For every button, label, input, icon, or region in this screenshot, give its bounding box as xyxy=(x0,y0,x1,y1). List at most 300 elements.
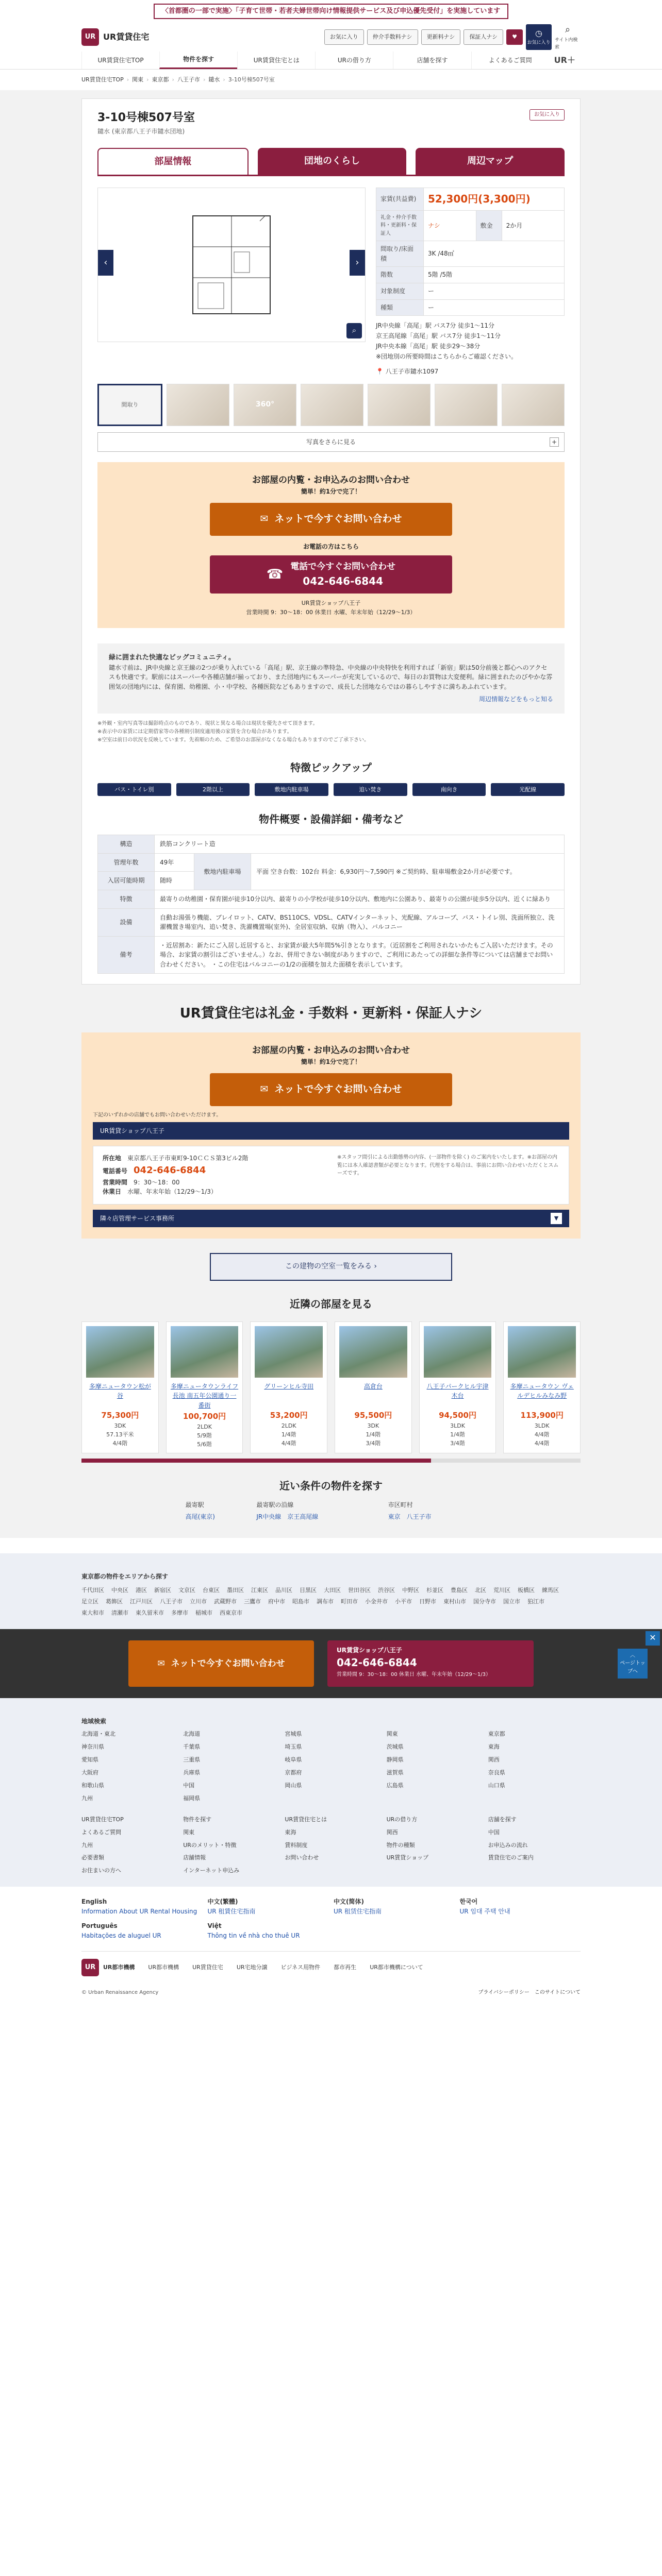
spec-key: 種類 xyxy=(376,299,424,316)
pickup-badge: 追い焚き xyxy=(334,783,407,796)
room-name[interactable]: 多摩ニュータウンライフ長池 南五年公園通り一番街 xyxy=(170,1382,239,1410)
hours-value: 9：30～18：00 xyxy=(134,1178,180,1186)
pickup-badge: 敷地内駐車場 xyxy=(255,783,328,796)
details-table xyxy=(97,835,565,974)
footer-area-link[interactable]: 宮城県 xyxy=(285,1731,302,1738)
shop-info xyxy=(93,1146,569,1205)
zoom-button[interactable] xyxy=(346,323,362,338)
nav-shops[interactable]: 店舗を探す xyxy=(393,52,471,69)
nearby-col: 最寄駅の沿線 xyxy=(256,1501,294,1509)
room-line: 3DK xyxy=(114,1422,126,1430)
lang-link[interactable]: Information About UR Rental Housing xyxy=(81,1907,197,1915)
detail-value: ・近居割あ：新たにご入居し近居すると、お家賃が最大5年間5%引きとなります。（近居割をご利用されないかたもご入居いただけます。その場合、お家賃の割引はございません。）なお、併用できない制度がありますので、ご利用にあたっての詳細な条件等については店舗までお問い合わせください。 ・この住宅はバルコニーの1/2の面積を加えた面積を表示しています。 xyxy=(155,936,565,974)
access-item: JR中央本線「高尾」駅 徒歩29～38分 xyxy=(376,342,481,350)
area-link[interactable]: 墨田区 xyxy=(227,1586,244,1594)
inquiry2-sub: 簡単！約1分で完了！ xyxy=(301,1058,361,1066)
footer-link[interactable]: UR賃貸住宅とは xyxy=(285,1816,327,1823)
area-link[interactable]: 東大和市 xyxy=(81,1609,104,1616)
inquiry2-heading: お部屋の内覧・お申込みのお問い合わせ xyxy=(252,1045,410,1056)
shop-hours: 営業時間 9：30～18：00 休業日 水曜、年末年始（12/29～1/3） xyxy=(246,608,416,616)
footer-link[interactable]: 物件の種類 xyxy=(386,1841,415,1849)
room-line: 1/4階 xyxy=(366,1431,381,1438)
plus-icon: + xyxy=(550,437,559,447)
crumb-top[interactable]: UR賃貸住宅TOP xyxy=(81,76,124,83)
footer-area-link[interactable]: 関西 xyxy=(488,1756,500,1764)
footer-area-link[interactable]: 千葉県 xyxy=(183,1743,201,1751)
logo-mark: UR xyxy=(81,28,99,46)
footer-area-link[interactable]: 埼玉県 xyxy=(285,1743,302,1751)
area-link[interactable]: 日野市 xyxy=(419,1598,436,1605)
net-inquiry-button[interactable] xyxy=(210,503,452,536)
room-photo xyxy=(424,1326,492,1378)
thumbnail[interactable] xyxy=(167,384,229,426)
close-icon[interactable]: ✕ xyxy=(646,1631,660,1646)
note: ※空室は前日の状況を反映しています。先着順のため、ご希望のお部屋がなくなる場合もありますのでご了承下さい。 xyxy=(97,737,370,743)
footer-area-link[interactable]: 東京都 xyxy=(488,1731,505,1738)
footer-area-link[interactable]: 大阪府 xyxy=(81,1769,98,1776)
footer-area-heading: 地域検索 xyxy=(81,1717,107,1725)
nearby-rooms xyxy=(81,1321,581,1453)
area-link[interactable]: 多摩市 xyxy=(171,1609,188,1616)
pickup-badge: 2階以上 xyxy=(176,783,250,796)
room-line: 4/4階 xyxy=(112,1440,128,1447)
footer-link[interactable]: 賃貸住宅のご案内 xyxy=(488,1854,534,1861)
tab-map[interactable]: 周辺マップ xyxy=(416,148,565,175)
area-link[interactable]: 西東京市 xyxy=(220,1609,242,1616)
footer xyxy=(0,1698,662,1887)
thumbnail[interactable] xyxy=(502,384,565,426)
footer-area-list xyxy=(81,1729,581,1804)
footer-area-link[interactable]: 茨城県 xyxy=(386,1743,404,1751)
room-price: 95,500円 xyxy=(354,1410,392,1420)
group-link[interactable]: UR都市機構 xyxy=(148,1964,179,1971)
fav-label: お気に入り xyxy=(527,40,551,46)
spec-key: 家賃(共益費) xyxy=(376,188,424,210)
fav-link[interactable]: お気に入り xyxy=(324,29,364,45)
more-photos-label: 写真をさらに見る xyxy=(306,438,356,446)
brand-name: UR賃貸住宅 xyxy=(103,31,150,42)
lang-name: Việt xyxy=(207,1922,222,1930)
detail-key: 特徴 xyxy=(98,890,155,908)
room-card[interactable] xyxy=(166,1321,243,1453)
copyright-row xyxy=(81,1984,581,2010)
nav-howto[interactable]: URの借り方 xyxy=(315,52,393,69)
no-renewal-link[interactable]: 更新料ナシ xyxy=(421,29,461,45)
footer-area-link[interactable]: 岡山県 xyxy=(285,1782,302,1789)
lang-link[interactable]: UR 임대 주택 안내 xyxy=(459,1907,510,1915)
room-name[interactable]: 多摩ニュータウン ヴェルデヒルみなみ野 xyxy=(510,1382,574,1400)
nearby-heading: 近い条件の物件を探す xyxy=(279,1480,383,1493)
site-header xyxy=(0,23,662,70)
spec-key: 敷金 xyxy=(476,210,502,241)
lang-name: Português xyxy=(81,1922,118,1930)
footer-link[interactable]: 必要書類 xyxy=(81,1854,104,1861)
shop-bar-label: UR賃貸ショップ八王子 xyxy=(100,1127,164,1134)
main-area xyxy=(0,90,662,1538)
area-link[interactable]: 小平市 xyxy=(395,1598,412,1605)
nearby-search xyxy=(81,1478,581,1522)
nav-faq[interactable]: よくあるご質問 xyxy=(471,52,549,69)
fixed-net-button[interactable] xyxy=(128,1640,314,1687)
area-link[interactable]: 渋谷区 xyxy=(378,1586,395,1594)
footer-area-link[interactable]: 中国 xyxy=(183,1782,195,1789)
inquiry-box xyxy=(97,462,565,628)
spec-value: 3K /48㎡ xyxy=(424,241,565,267)
search-button[interactable] xyxy=(555,24,581,50)
room-line: 3/4階 xyxy=(366,1440,381,1447)
group-link[interactable]: UR都市機構について xyxy=(370,1964,423,1971)
pin-icon: 📍 xyxy=(376,368,384,376)
page-top-button[interactable] xyxy=(618,1649,648,1679)
feature-box xyxy=(97,643,565,714)
favorites-button[interactable] xyxy=(506,29,523,45)
room-name[interactable]: グリーンヒル寺田 xyxy=(264,1382,314,1390)
room-line: 3/4階 xyxy=(450,1440,465,1447)
footer-area-link[interactable]: 愛知県 xyxy=(81,1756,98,1764)
other-shop-bar[interactable] xyxy=(93,1210,569,1227)
vacancy-list-label: この建物の空室一覧をみる xyxy=(285,1262,372,1271)
ur-plus-link[interactable]: UR＋ xyxy=(554,55,575,65)
page-subtitle: 鑓水 (東京都八王子市鑓水団地) xyxy=(97,128,185,135)
footer-link[interactable]: 九州 xyxy=(81,1841,93,1849)
footer-link-list xyxy=(81,1815,581,1876)
footer-link[interactable]: 中国 xyxy=(488,1828,500,1836)
footer-link[interactable]: お住まいの方へ xyxy=(81,1867,121,1874)
no-fee-link[interactable]: 仲介手数料ナシ xyxy=(367,29,418,45)
footer-area-link[interactable]: 山口県 xyxy=(488,1782,505,1789)
addr-key: 所在地 xyxy=(103,1155,122,1162)
rooms-scrollbar[interactable] xyxy=(81,1459,581,1463)
footer-area-link[interactable]: 三重県 xyxy=(183,1756,201,1764)
area-link[interactable]: 清瀬市 xyxy=(111,1609,128,1616)
crumb-region[interactable]: 関東 xyxy=(132,76,144,83)
site-logo[interactable] xyxy=(81,28,149,46)
area-link[interactable]: 八王子市 xyxy=(160,1598,183,1605)
area-link[interactable]: 杉並区 xyxy=(426,1586,443,1594)
shop-note: 下記のいずれかの店舗でもお問い合わせいただけます。 xyxy=(93,1112,222,1118)
room-photo xyxy=(255,1326,323,1378)
room-card[interactable] xyxy=(503,1321,581,1453)
area-link[interactable]: 国分寺市 xyxy=(473,1598,496,1605)
footer-link[interactable]: UR賃貸ショップ xyxy=(386,1854,429,1861)
area-link[interactable]: 葛飾区 xyxy=(106,1598,123,1605)
footer-link[interactable]: 店舗を探す xyxy=(488,1816,517,1823)
access-note[interactable]: ※団地別の所要時間はこちらからご確認ください。 xyxy=(376,352,518,360)
area-link[interactable]: 新宿区 xyxy=(154,1586,171,1594)
fixed-inquiry-bar xyxy=(0,1629,662,1698)
spec-value: 2か月 xyxy=(502,210,564,241)
footer-link[interactable]: 関西 xyxy=(386,1828,398,1836)
rent-value: 52,300円(3,300円) xyxy=(428,192,531,205)
area-link[interactable]: 稲城市 xyxy=(195,1609,212,1616)
spec-key: 階数 xyxy=(376,267,424,283)
no-guarantor-link[interactable]: 保証人ナシ xyxy=(464,29,503,45)
room-price: 94,500円 xyxy=(439,1410,476,1420)
room-card[interactable] xyxy=(250,1321,327,1453)
phone-label: 電話で今すぐお問い合わせ xyxy=(290,561,396,572)
nav-search[interactable]: 物件を探す xyxy=(159,52,237,69)
area-link[interactable]: 足立区 xyxy=(81,1598,98,1605)
add-favorite-button[interactable]: お気に入り xyxy=(529,109,565,121)
area-link[interactable]: 練馬区 xyxy=(542,1586,559,1594)
note: ※外観・室内写真等は撮影時点のものであり、現状と異なる場合は現状を優先させて頂きます。 xyxy=(97,721,318,727)
area-link[interactable]: 荒川区 xyxy=(493,1586,510,1594)
privacy-link[interactable]: プライバシーポリシー xyxy=(478,1989,529,1995)
fixed-tel: 042-646-6844 xyxy=(337,1656,417,1669)
room-card[interactable] xyxy=(81,1321,159,1453)
copyright: © Urban Renaissance Agency xyxy=(81,1989,159,1995)
area-link[interactable]: 豊島区 xyxy=(451,1586,468,1594)
spec-key: 間取り/床面積 xyxy=(376,241,424,267)
heart-icon: ♥ xyxy=(512,33,517,41)
next-photo-button[interactable] xyxy=(350,250,365,276)
vacancy-list-button[interactable]: この建物の空室一覧をみる › xyxy=(210,1253,452,1281)
footer-link[interactable]: URのメリット・特徴 xyxy=(183,1841,237,1849)
area-link[interactable]: 狛江市 xyxy=(527,1598,544,1605)
address xyxy=(376,367,565,377)
area-link[interactable]: 町田市 xyxy=(341,1598,358,1605)
phone-heading: お電話の方はこちら xyxy=(303,543,359,550)
area-link[interactable]: 台東区 xyxy=(203,1586,220,1594)
net-inquiry-button-2[interactable] xyxy=(210,1073,452,1106)
room-line: 2LDK xyxy=(197,1423,212,1430)
crumb-danchi[interactable]: 鑓水 xyxy=(208,76,220,83)
mail-icon: ✉ xyxy=(260,1083,269,1095)
footer-area-link[interactable]: 広島県 xyxy=(386,1782,404,1789)
lang-link[interactable]: UR 租賃住宅指南 xyxy=(207,1907,256,1915)
footer-area-link[interactable]: 北海道・東北 xyxy=(81,1731,115,1738)
room-line: 3LDK xyxy=(534,1422,550,1430)
footer-link[interactable]: URの借り方 xyxy=(386,1816,418,1823)
thumbnail[interactable] xyxy=(435,384,498,426)
area-link[interactable]: 文京区 xyxy=(178,1586,195,1594)
thumbnail-strip xyxy=(97,384,565,426)
footer-link[interactable]: お申込みの流れ xyxy=(488,1841,528,1849)
detail-value: 平面 空き台数：102台 料金：6,930円〜7,590円 ※ご契約時、駐車場敷金2か月が必要です。 xyxy=(251,853,564,890)
room-line: 3DK xyxy=(367,1422,379,1430)
room-name[interactable]: 多摩ニュータウン松が谷 xyxy=(89,1382,151,1400)
pickup-badge: 南向き xyxy=(412,783,486,796)
area-link[interactable]: 府中市 xyxy=(268,1598,285,1605)
footer-link[interactable]: 物件を探す xyxy=(183,1816,212,1823)
area-link[interactable]: 小金井市 xyxy=(365,1598,388,1605)
ur-nashi-heading: UR賃貸住宅は礼金・手数料・更新料・保証人ナシ xyxy=(179,1006,483,1022)
inquiry-sub: 簡単！約1分で完了！ xyxy=(301,488,361,496)
crumb-city[interactable]: 八王子市 xyxy=(177,76,200,83)
room-line: 5/6階 xyxy=(197,1441,212,1448)
area-link[interactable]: 東久留米市 xyxy=(136,1609,164,1616)
group-link[interactable]: 都市再生 xyxy=(334,1964,357,1971)
group-link[interactable]: UR賃貸住宅 xyxy=(192,1964,223,1971)
detail-key: 入居可能時期 xyxy=(98,872,155,890)
search-label: サイト内検索 xyxy=(555,38,578,50)
area-link[interactable]: 江戸川区 xyxy=(130,1598,153,1605)
top-notice[interactable] xyxy=(0,0,662,23)
group-logo-mark: UR xyxy=(81,1959,99,1976)
clock-icon: ◷ xyxy=(535,28,542,38)
area-heading: 東京都の物件をエリアから探す xyxy=(81,1573,169,1581)
room-name[interactable]: 高倉台 xyxy=(363,1382,383,1390)
room-photo xyxy=(86,1326,154,1378)
tel-value[interactable]: 042-646-6844 xyxy=(134,1164,206,1176)
prev-photo-button[interactable] xyxy=(98,250,113,276)
note: ※表示中の家賃には定期借家等の各種割引制度適用後の家賃を含む場合があります。 xyxy=(97,729,292,735)
footer-area-link[interactable]: 関東 xyxy=(386,1731,398,1738)
footer-link[interactable]: 店舗情報 xyxy=(183,1854,206,1861)
area-link[interactable]: 目黒区 xyxy=(300,1586,317,1594)
area-link[interactable]: 港区 xyxy=(136,1586,147,1594)
area-link[interactable]: 千代田区 xyxy=(81,1586,104,1594)
lang-link[interactable]: Habitações de aluguel UR xyxy=(81,1932,161,1939)
spec-table xyxy=(376,188,565,316)
fixed-shop: UR賃貸ショップ八王子 xyxy=(337,1646,402,1654)
phone-inquiry-button[interactable] xyxy=(210,555,452,594)
spec-key: 対象制度 xyxy=(376,283,424,299)
footer-area-link[interactable]: 九州 xyxy=(81,1794,93,1802)
inquiry-heading: お部屋の内覧・お申込みのお問い合わせ xyxy=(252,474,410,485)
footer-link[interactable]: 賃料制度 xyxy=(285,1841,308,1849)
phone-number: 042-646-6844 xyxy=(303,575,384,588)
thumbnail[interactable] xyxy=(368,384,431,426)
room-price: 113,900円 xyxy=(520,1410,564,1420)
group-link[interactable]: ビジネス用物件 xyxy=(280,1964,321,1971)
footer-area-link[interactable]: 岐阜県 xyxy=(285,1756,302,1764)
feature-more-link[interactable]: 周辺情報などをもっと知る xyxy=(478,696,553,703)
area-link[interactable]: 国立市 xyxy=(503,1598,520,1605)
room-line: 1/4階 xyxy=(450,1431,465,1438)
footer-area-link[interactable]: 神奈川県 xyxy=(81,1743,104,1751)
access-item: JR中央線「高尾」駅 バス7分 徒歩1～11分 xyxy=(376,322,495,330)
lang-name: 한국어 xyxy=(459,1898,478,1906)
nearby-link[interactable]: 東京 八王子市 xyxy=(388,1513,432,1520)
footer-link[interactable]: お問い合わせ xyxy=(285,1854,319,1861)
pickup-list xyxy=(97,783,565,796)
history-button[interactable] xyxy=(526,24,552,50)
room-name[interactable]: 八王子パークヒル宇津木台 xyxy=(426,1382,489,1400)
room-price: 100,700円 xyxy=(183,1411,226,1421)
footer-area-link[interactable]: 北海道 xyxy=(183,1731,201,1738)
footer-area-link[interactable]: 奈良県 xyxy=(488,1769,505,1776)
photo-gallery[interactable] xyxy=(97,188,366,342)
detail-key: 設備 xyxy=(98,908,155,936)
magnifier-icon: ⌕ xyxy=(352,326,357,335)
lang-link[interactable]: Thông tin về nhà cho thuê UR xyxy=(207,1932,300,1939)
detail-value: 自動お湯張り機能、ブレイロット、CATV、BS110CS、VDSL、CATVインターネット、光配線、アルコーブ、バス・トイレ別、洗面所独立、洗濯機置き場室内、追い焚き、洗濯機置場(室外)、全居室収納、収納（物入）、バルコニー xyxy=(155,908,565,936)
hours-key: 営業時間 xyxy=(103,1178,128,1186)
area-link[interactable]: 立川市 xyxy=(190,1598,207,1605)
shop-name: UR賃貸ショップ八王子 xyxy=(301,600,361,607)
notice-text[interactable]: 〈首都圏の一部で実施〉「子育て世帯・若者夫婦世帯向け情報提供サービス及び申込優先受付」を実施しています xyxy=(154,4,509,19)
area-link[interactable]: 三鷹市 xyxy=(244,1598,261,1605)
lang-name: 中文(繁體) xyxy=(207,1898,238,1906)
room-photo xyxy=(171,1326,239,1378)
lang-name: English xyxy=(81,1898,107,1906)
about-site-link[interactable]: このサイトについて xyxy=(534,1989,581,1995)
room-line: 57.13平米 xyxy=(106,1431,134,1438)
area-link[interactable]: 中野区 xyxy=(402,1586,419,1594)
nav-top[interactable]: UR賃貸住宅TOP xyxy=(81,52,159,69)
area-link[interactable]: 江東区 xyxy=(251,1586,268,1594)
language-links xyxy=(81,1887,581,1951)
nearby-col: 最寄駅 xyxy=(185,1501,204,1509)
more-photos-button[interactable] xyxy=(97,432,565,452)
address-text: 八王子市鑓水1097 xyxy=(385,368,439,376)
footer-link[interactable]: インターネット申込み xyxy=(183,1867,240,1874)
area-link[interactable]: 武蔵野市 xyxy=(214,1598,237,1605)
footer-area-link[interactable]: 東海 xyxy=(488,1743,500,1751)
area-link[interactable]: 品川区 xyxy=(275,1586,292,1594)
property-card xyxy=(81,98,581,985)
net-inquiry-label: ネットで今すぐお問い合わせ xyxy=(274,513,402,525)
footer-link[interactable]: 関東 xyxy=(183,1828,195,1836)
crumb-pref[interactable]: 東京都 xyxy=(152,76,169,83)
area-link[interactable]: 中央区 xyxy=(111,1586,128,1594)
area-link[interactable]: 調布市 xyxy=(317,1598,334,1605)
chevron-up-icon: ︿ xyxy=(630,1652,635,1658)
scrollbar-thumb[interactable] xyxy=(81,1459,431,1463)
pickup-heading: 特徴ピックアップ xyxy=(290,761,372,774)
nearby-link[interactable]: 高尾(東京) xyxy=(185,1513,215,1520)
tab-community[interactable]: 団地のくらし xyxy=(258,148,407,175)
room-line: 1/4階 xyxy=(281,1431,296,1438)
shop-bar[interactable] xyxy=(93,1122,569,1140)
inquiry-box-2 xyxy=(81,1032,581,1239)
pickup-badge: 光配線 xyxy=(491,783,565,796)
nearby-link[interactable]: JR中央線 京王高尾線 xyxy=(256,1513,319,1520)
footer-link[interactable]: 東海 xyxy=(285,1828,296,1836)
chevron-left-icon: ‹ xyxy=(104,257,108,268)
thumbnail-360[interactable]: 360° xyxy=(234,384,296,426)
fixed-phone-button[interactable] xyxy=(327,1640,534,1687)
room-card[interactable] xyxy=(419,1321,496,1453)
tel-key: 電話番号 xyxy=(103,1167,128,1175)
chevron-right-icon: › xyxy=(355,257,359,268)
area-link[interactable]: 世田谷区 xyxy=(348,1586,371,1594)
nav-about[interactable]: UR賃貸住宅とは xyxy=(237,52,315,69)
footer-link[interactable]: よくあるご質問 xyxy=(81,1828,121,1836)
footer-area-link[interactable]: 滋賀県 xyxy=(386,1769,404,1776)
footer-area-link[interactable]: 兵庫県 xyxy=(183,1769,201,1776)
footer-area-link[interactable]: 静岡県 xyxy=(386,1756,404,1764)
feature-heading: 緑に囲まれた快適なビッグコミュニティ。 xyxy=(109,653,235,662)
lang-link[interactable]: UR 租赁住宅指南 xyxy=(334,1907,382,1915)
area-link[interactable]: 東村山市 xyxy=(443,1598,466,1605)
group-logo[interactable] xyxy=(81,1959,135,1976)
thumbnail[interactable] xyxy=(301,384,363,426)
off-value: 水曜、年末年始（12/29～1/3） xyxy=(127,1188,217,1196)
feature-body: 鑓水寸前は、JR中央線と京王線の2つが乗り入れている「高尾」駅、京王線の準特急、中央線の中央特快を利用すれば「新宿」駅は50分前後と都心へのアクセスも快適です。駅前にはスーパーや各種店舗が揃っており、また団地内にもスーパーが充実しているので、毎日のお買物は大変便利。緑に囲まれたのびやかな雰囲気の団地内には、保育園、幼稚園、小・中学校、各種医院などもありますので、成長した団地ならではの暮らしやすさに満ちあふれています。 xyxy=(109,664,553,690)
tab-room-info[interactable]: 部屋情報 xyxy=(97,148,249,175)
pickup-badge: バス・トイレ別 xyxy=(97,783,171,796)
area-link[interactable]: 北区 xyxy=(475,1586,486,1594)
breadcrumb: UR賃貸住宅TOP › 関東 › 東京都 › 八王子市 › 鑓水 › 3-10号棟507号室 xyxy=(81,70,581,90)
room-card[interactable] xyxy=(335,1321,412,1453)
footer-area-link[interactable]: 和歌山県 xyxy=(81,1782,104,1789)
footer-area-link[interactable]: 京都府 xyxy=(285,1769,302,1776)
spec-value: ー xyxy=(424,299,565,316)
spec-value: ー xyxy=(424,283,565,299)
footer-link[interactable]: UR賃貸住宅TOP xyxy=(81,1816,124,1823)
area-search xyxy=(0,1553,662,1629)
area-link[interactable]: 大田区 xyxy=(324,1586,341,1594)
area-link[interactable]: 板橋区 xyxy=(518,1586,535,1594)
group-link[interactable]: UR宅地分譲 xyxy=(236,1964,268,1971)
access-list xyxy=(376,321,565,362)
area-link[interactable]: 昭島市 xyxy=(292,1598,309,1605)
thumbnail[interactable]: 間取り xyxy=(97,384,162,426)
details-heading: 物件概要・設備詳細・備考など xyxy=(259,813,403,826)
footer-area-link[interactable]: 福岡県 xyxy=(183,1794,201,1802)
